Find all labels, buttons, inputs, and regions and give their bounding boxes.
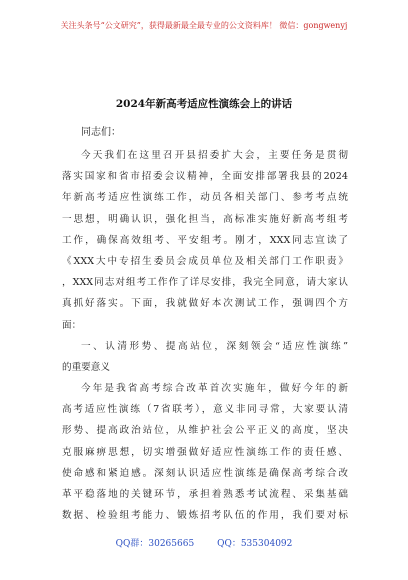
- body-line: 克服麻痹思想，切实增强做好适应性演练工作的责任感、: [62, 446, 348, 458]
- body-line: 今年是我省高考综合改革首次实施年，做好今年的新: [81, 383, 348, 395]
- body-line: 《XXX大中专招生委员会成员单位及相关部门工作职责》: [62, 255, 348, 267]
- section-heading-line: 的重要意义: [62, 361, 110, 373]
- body-line: 一思想，明确认识，强化担当，高标准实施好新高考组考: [62, 213, 348, 225]
- body-line: 形势、提高政治站位，从维护社会公平正义的高度，坚决: [62, 425, 348, 437]
- section-heading-line: 一、认清形势、提高站位，深刻领会“适应性演练”: [81, 340, 348, 352]
- body-line: 面：: [62, 319, 82, 331]
- body-line: ，XXX同志对组考工作作了详尽安排，我完全同意，请大家认: [62, 277, 348, 289]
- document-body: [62, 145, 348, 526]
- body-line: 落实国家和省市招委会议精神，全面安排部署我县的2024: [62, 171, 348, 183]
- document-title: 2024年新高考适应性演练会上的讲话: [115, 98, 293, 110]
- contact-footer: [0, 536, 408, 549]
- body-line: 工作，确保高效组考、平安组考。刚才，XXX同志宣读了: [62, 234, 348, 246]
- promo-banner: 关注头条号“公文研究”，获得最新最全最专业的公文资料库！ 微信：gongwenyj: [60, 21, 348, 30]
- body-line: 高考适应性演练（7省联考），意义非同寻常，大家要认清: [62, 404, 348, 416]
- qq-contact-label: QQ：535304092: [217, 539, 293, 549]
- body-line: 数据、检验组考能力、锻炼招考队伍的作用，我们要对标: [62, 510, 348, 522]
- salutation: 同志们：: [81, 127, 121, 138]
- body-line: 年新高考适应性演练工作，动员各相关部门、参考考点统: [62, 192, 348, 204]
- body-line: 使命感和紧迫感。深刻认识适应性演练是确保高考综合改: [62, 467, 348, 479]
- body-line: 今天我们在这里召开县招委扩大会，主要任务是贯彻: [81, 150, 348, 161]
- body-line: 真抓好落实。下面，我就做好本次测试工作，强调四个方: [62, 298, 348, 310]
- qq-group-label: QQ群：30265665: [115, 539, 195, 549]
- body-line: 革平稳落地的关键环节，承担着熟悉考试流程、采集基础: [62, 489, 348, 500]
